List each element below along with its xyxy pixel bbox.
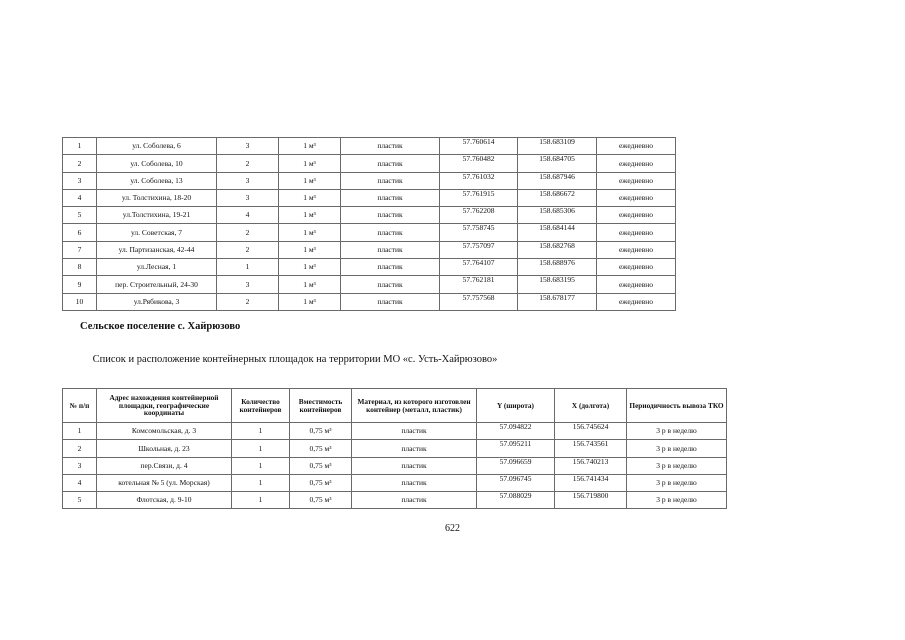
cell-volume: 1 м³	[279, 189, 341, 206]
cell-freq: ежедневно	[597, 241, 676, 258]
cell-n: 3	[63, 172, 97, 189]
cell-material: пластик	[341, 276, 440, 293]
cell-lat: 57.760482	[440, 155, 518, 172]
cell-volume: 1 м³	[279, 259, 341, 276]
cell-lon: 156.743561	[555, 440, 627, 457]
containers-table-khairyuzovo	[62, 388, 727, 509]
cell-count: 2	[217, 155, 279, 172]
table-row	[63, 224, 676, 241]
cell-lat: 57.758745	[440, 224, 518, 241]
cell-volume: 1 м³	[279, 138, 341, 155]
cell-n: 9	[63, 276, 97, 293]
cell-lon: 158.682768	[518, 241, 597, 258]
cell-volume: 0,75 м³	[290, 474, 352, 491]
cell-count: 2	[217, 293, 279, 310]
cell-lat: 57.088029	[477, 492, 555, 509]
cell-volume: 1 м³	[279, 155, 341, 172]
cell-material: пластик	[352, 440, 477, 457]
cell-freq: ежедневно	[597, 189, 676, 206]
cell-lon: 158.683109	[518, 138, 597, 155]
cell-freq: ежедневно	[597, 138, 676, 155]
cell-lon: 158.683195	[518, 276, 597, 293]
cell-lon: 156.741434	[555, 474, 627, 491]
cell-address: ул.Рябикова, 3	[97, 293, 217, 310]
cell-volume: 1 м³	[279, 224, 341, 241]
cell-count: 1	[232, 457, 290, 474]
cell-n: 2	[63, 155, 97, 172]
cell-lat: 57.096745	[477, 474, 555, 491]
cell-freq: ежедневно	[597, 155, 676, 172]
cell-material: пластик	[341, 172, 440, 189]
table-row	[63, 155, 676, 172]
cell-count: 1	[217, 259, 279, 276]
cell-address: ул. Толстихина, 18-20	[97, 189, 217, 206]
cell-n: 1	[63, 423, 97, 440]
cell-n: 10	[63, 293, 97, 310]
cell-address: ул. Партизанская, 42-44	[97, 241, 217, 258]
cell-freq: 3 р в неделю	[627, 457, 727, 474]
cell-address: пер. Строительный, 24-30	[97, 276, 217, 293]
header-volume: Вместимость контейнеров	[290, 389, 352, 423]
table-row	[63, 259, 676, 276]
cell-lat: 57.761915	[440, 189, 518, 206]
cell-material: пластик	[352, 474, 477, 491]
table-row	[63, 423, 727, 440]
cell-address: котельная № 5 (ул. Морская)	[97, 474, 232, 491]
cell-lat: 57.764107	[440, 259, 518, 276]
cell-address: Школьная, д. 23	[97, 440, 232, 457]
cell-freq: ежедневно	[597, 259, 676, 276]
cell-lon: 156.719800	[555, 492, 627, 509]
table-row	[63, 172, 676, 189]
cell-freq: 3 р в неделю	[627, 492, 727, 509]
cell-material: пластик	[352, 423, 477, 440]
cell-lat: 57.762208	[440, 207, 518, 224]
cell-material: пластик	[341, 138, 440, 155]
cell-n: 3	[63, 457, 97, 474]
cell-volume: 1 м³	[279, 241, 341, 258]
header-lon: X (долгота)	[555, 389, 627, 423]
cell-n: 1	[63, 138, 97, 155]
table-row	[63, 492, 727, 509]
cell-volume: 1 м³	[279, 276, 341, 293]
cell-count: 1	[232, 474, 290, 491]
cell-lon: 158.685306	[518, 207, 597, 224]
cell-lat: 57.761032	[440, 172, 518, 189]
header-lat: Y (широта)	[477, 389, 555, 423]
header-n: № п/п	[63, 389, 97, 423]
cell-count: 1	[232, 423, 290, 440]
cell-count: 3	[217, 172, 279, 189]
page-number: 622	[445, 523, 460, 534]
cell-volume: 0,75 м³	[290, 492, 352, 509]
cell-address: пер.Связи, д. 4	[97, 457, 232, 474]
cell-volume: 1 м³	[279, 172, 341, 189]
cell-address: Флотская, д. 9-10	[97, 492, 232, 509]
cell-freq: ежедневно	[597, 172, 676, 189]
cell-material: пластик	[341, 155, 440, 172]
cell-address: ул. Соболева, 6	[97, 138, 217, 155]
cell-freq: ежедневно	[597, 276, 676, 293]
cell-lon: 158.688976	[518, 259, 597, 276]
cell-lon: 158.684144	[518, 224, 597, 241]
cell-n: 4	[63, 189, 97, 206]
table-header-row	[63, 389, 727, 423]
cell-volume: 1 м³	[279, 293, 341, 310]
cell-lon: 158.687946	[518, 172, 597, 189]
header-material: Материал, из которого изготовлен контейнер (металл, пластик)	[352, 389, 477, 423]
cell-material: пластик	[341, 224, 440, 241]
table-row	[63, 293, 676, 310]
cell-address: Комсомольская, д. 3	[97, 423, 232, 440]
cell-freq: 3 р в неделю	[627, 440, 727, 457]
cell-address: ул.Толстихина, 19-21	[97, 207, 217, 224]
cell-volume: 0,75 м³	[290, 423, 352, 440]
cell-material: пластик	[341, 293, 440, 310]
cell-lon: 158.678177	[518, 293, 597, 310]
table-row	[63, 207, 676, 224]
cell-lat: 57.757568	[440, 293, 518, 310]
table-row	[63, 189, 676, 206]
table-row	[63, 241, 676, 258]
cell-freq: ежедневно	[597, 293, 676, 310]
cell-count: 2	[217, 224, 279, 241]
cell-lon: 156.740213	[555, 457, 627, 474]
cell-material: пластик	[341, 241, 440, 258]
cell-freq: 3 р в неделю	[627, 423, 727, 440]
cell-volume: 0,75 м³	[290, 457, 352, 474]
cell-n: 8	[63, 259, 97, 276]
table-row	[63, 440, 727, 457]
cell-n: 2	[63, 440, 97, 457]
section-title: Сельское поселение с. Хайрюзово	[80, 321, 241, 332]
cell-lat: 57.760614	[440, 138, 518, 155]
cell-lat: 57.757097	[440, 241, 518, 258]
cell-lat: 57.762181	[440, 276, 518, 293]
cell-n: 5	[63, 492, 97, 509]
header-freq: Периодичность вывоза ТКО	[627, 389, 727, 423]
cell-volume: 0,75 м³	[290, 440, 352, 457]
cell-lon: 158.686672	[518, 189, 597, 206]
header-address: Адрес нахождения контейнерной площадки, географические координаты	[97, 389, 232, 423]
cell-material: пластик	[341, 207, 440, 224]
cell-freq: ежедневно	[597, 224, 676, 241]
cell-material: пластик	[352, 457, 477, 474]
cell-material: пластик	[341, 259, 440, 276]
cell-n: 6	[63, 224, 97, 241]
cell-n: 7	[63, 241, 97, 258]
cell-material: пластик	[352, 492, 477, 509]
table-row	[63, 457, 727, 474]
cell-address: ул.Лесная, 1	[97, 259, 217, 276]
containers-table-ust-khairyuzovo	[62, 137, 676, 311]
cell-freq: ежедневно	[597, 207, 676, 224]
cell-volume: 1 м³	[279, 207, 341, 224]
cell-lon: 158.684705	[518, 155, 597, 172]
cell-material: пластик	[341, 189, 440, 206]
cell-count: 1	[232, 492, 290, 509]
cell-address: ул. Советская, 7	[97, 224, 217, 241]
cell-address: ул. Соболева, 10	[97, 155, 217, 172]
cell-freq: 3 р в неделю	[627, 474, 727, 491]
cell-lon: 156.745624	[555, 423, 627, 440]
cell-count: 4	[217, 207, 279, 224]
cell-lat: 57.095211	[477, 440, 555, 457]
cell-lat: 57.094822	[477, 423, 555, 440]
cell-n: 4	[63, 474, 97, 491]
cell-n: 5	[63, 207, 97, 224]
table-row	[63, 276, 676, 293]
cell-address: ул. Соболева, 13	[97, 172, 217, 189]
header-count: Количество контейнеров	[232, 389, 290, 423]
cell-count: 3	[217, 189, 279, 206]
table-caption: Список и расположение контейнерных площадок на территории МО «с. Усть-Хайрюзово»	[92, 354, 498, 365]
cell-count: 3	[217, 138, 279, 155]
cell-count: 3	[217, 276, 279, 293]
cell-count: 1	[232, 440, 290, 457]
table-row	[63, 474, 727, 491]
cell-count: 2	[217, 241, 279, 258]
cell-lat: 57.096659	[477, 457, 555, 474]
table-row	[63, 138, 676, 155]
